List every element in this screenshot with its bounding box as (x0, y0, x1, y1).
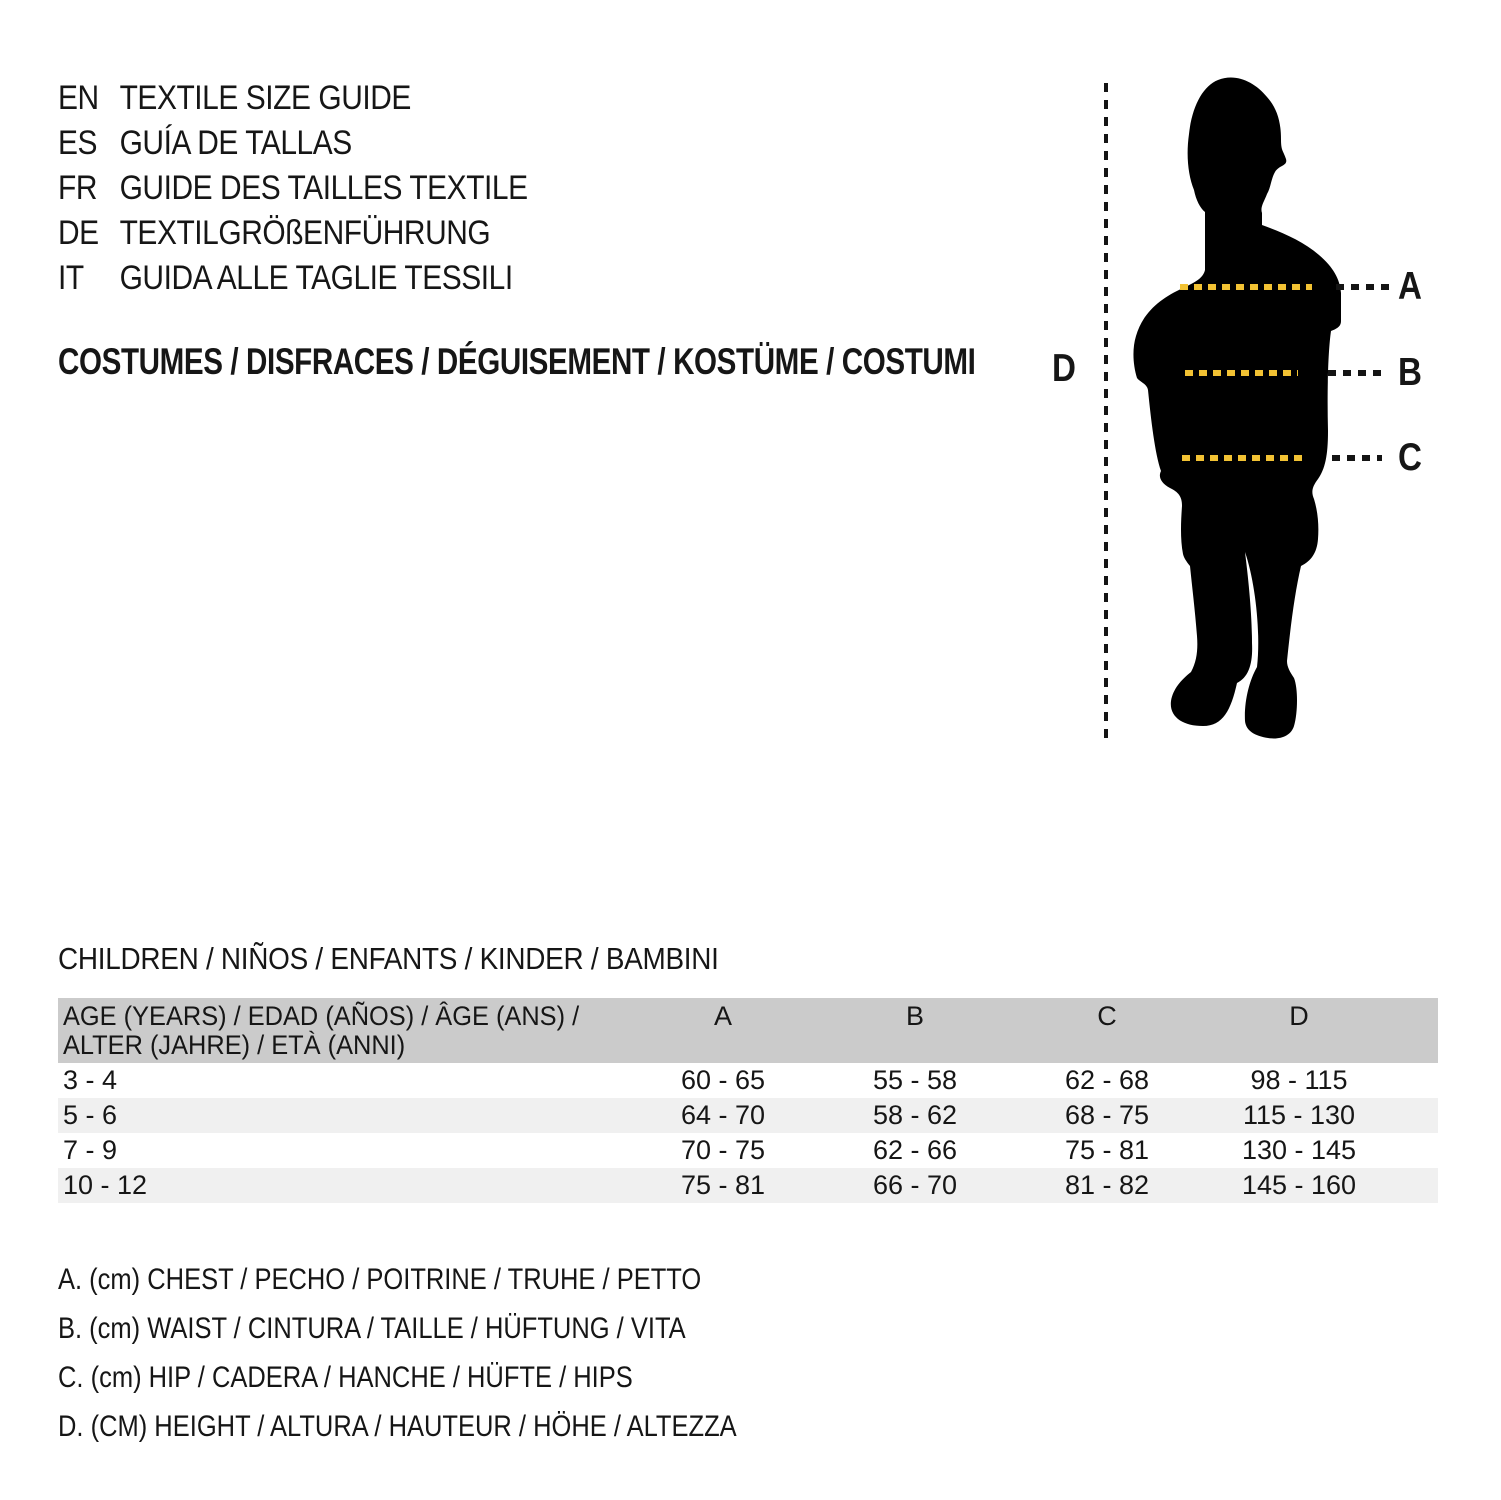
language-row (58, 121, 528, 166)
age-cell: 7 - 9 (63, 1135, 118, 1165)
language-code: DE (58, 214, 99, 252)
waist-cell: 62 - 66 (872, 1135, 958, 1165)
height-label: D (1052, 347, 1076, 390)
hip-cell: 68 - 75 (1064, 1100, 1150, 1130)
chest-cell: 75 - 81 (680, 1170, 766, 1200)
height-cell: 130 - 145 (1241, 1135, 1357, 1165)
waist-cell: 66 - 70 (872, 1170, 958, 1200)
hip-cell: 62 - 68 (1064, 1065, 1150, 1095)
measurement-legend (58, 1255, 856, 1451)
language-row (58, 211, 528, 256)
height-cell: 98 - 115 (1250, 1065, 1348, 1095)
guide-title-fr: GUIDE DES TAILLES TEXTILE (119, 169, 528, 207)
legend-item-height: D. (CM) HEIGHT / ALTURA / HAUTEUR / HÖHE / ALTEZZA (58, 1410, 737, 1443)
language-row (58, 256, 528, 301)
chest-cell: 60 - 65 (680, 1065, 766, 1095)
legend-item-hip: C. (cm) HIP / CADERA / HANCHE / HÜFTE / HIPS (58, 1361, 633, 1394)
guide-title-it: GUIDA ALLE TAGLIE TESSILI (119, 259, 513, 297)
language-code: EN (58, 79, 99, 117)
column-header-b: B (905, 1001, 924, 1031)
column-header-a: A (713, 1001, 732, 1031)
column-header-d: D (1289, 1001, 1309, 1031)
language-row (58, 166, 528, 211)
table-row (58, 1168, 1438, 1203)
guide-title-de: TEXTILGRÖßENFÜHRUNG (119, 214, 491, 252)
age-header-line1: AGE (YEARS) / EDAD (AÑOS) / ÂGE (ANS) / (63, 1001, 580, 1031)
guide-title-es: GUÍA DE TALLAS (119, 124, 352, 162)
child-measurement-diagram (1040, 60, 1460, 770)
age-column-header (58, 1002, 627, 1063)
chest-cell: 70 - 75 (680, 1135, 766, 1165)
legend-item-chest: A. (cm) CHEST / PECHO / POITRINE / TRUHE / PETTO (58, 1263, 702, 1296)
table-row (58, 1098, 1438, 1133)
child-silhouette (1133, 77, 1341, 738)
language-code: IT (58, 259, 84, 297)
chest-cell: 64 - 70 (680, 1100, 766, 1130)
language-code: FR (58, 169, 98, 207)
age-cell: 10 - 12 (63, 1170, 148, 1200)
waist-cell: 58 - 62 (872, 1100, 958, 1130)
table-row (58, 1133, 1438, 1168)
height-cell: 145 - 160 (1241, 1170, 1357, 1200)
table-header-row (58, 998, 1438, 1063)
category-title: COSTUMES / DISFRACES / DÉGUISEMENT / KOSTÜME / COSTUMI (58, 341, 976, 382)
hip-cell: 81 - 82 (1064, 1170, 1150, 1200)
legend-item-waist: B. (cm) WAIST / CINTURA / TAILLE / HÜFTUNG / VITA (58, 1312, 686, 1345)
language-title-list (58, 76, 528, 301)
column-header-c: C (1097, 1001, 1117, 1031)
guide-title-en: TEXTILE SIZE GUIDE (119, 79, 411, 117)
table-row (58, 1063, 1438, 1098)
age-header-line2: ALTER (JAHRE) / ETÀ (ANNI) (63, 1030, 406, 1060)
age-cell: 5 - 6 (63, 1100, 118, 1130)
chest-label: A (1398, 265, 1422, 308)
children-section-title: CHILDREN / NIÑOS / ENFANTS / KINDER / BAMBINI (58, 941, 719, 976)
height-cell: 115 - 130 (1242, 1100, 1356, 1130)
age-cell: 3 - 4 (63, 1065, 118, 1095)
waist-label: B (1398, 351, 1422, 394)
hip-cell: 75 - 81 (1064, 1135, 1150, 1165)
children-size-table (58, 998, 1438, 1203)
waist-cell: 55 - 58 (872, 1065, 958, 1095)
hip-label: C (1398, 436, 1422, 479)
language-row (58, 76, 528, 121)
language-code: ES (58, 124, 98, 162)
